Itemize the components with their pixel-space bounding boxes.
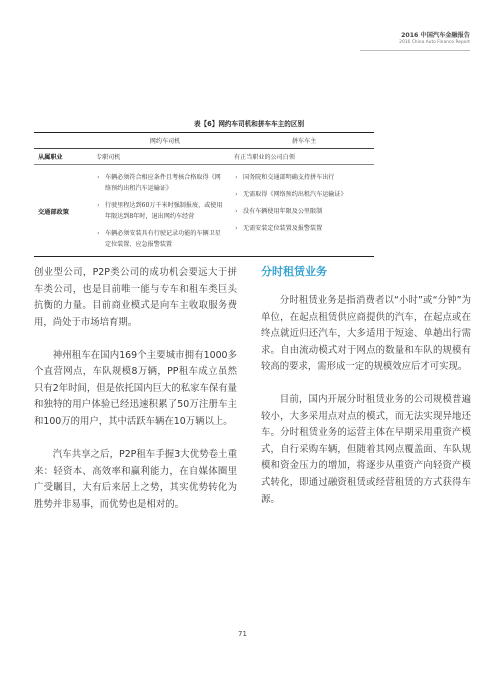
comparison-table [34,132,374,257]
report-subtitle: 2016 China Auto Finance Report [399,40,470,45]
body-paragraph: 目前，国内开展分时租赁业务的公司规模普遍较小，大多采用点对点的模式，而无法实现异地还车。分时租赁业务的运营主体在早期采用重资产模式，自行采购车辆，但随着其网点覆盖面、车队规模和资金压力的增加，将逐步从重资产向轻资产模式转化，即通过融资租赁或经营租赁的方式获得车源。 [261,394,471,505]
cell-carpool-policy [234,165,374,257]
list-item: › 无需安装定位装置及报警装置 [234,223,374,234]
table-row [34,149,374,165]
cell-driver-policy [96,165,234,257]
table-header-carpool: 拼车车主 [234,133,374,149]
list-item: › 车辆必须安装具有行驶记录功能的车辆卫星定位装置、应急报警装置 [96,228,226,250]
body-paragraph: 分时租赁业务是指消费者以“小时”或“分钟”为单位，在起点租赁供应商提供的汽车，在起点或在终点就近归还汽车，大多适用于短途、单趟出行需求。自由流动模式对于网点的数量和车队的规模有较高的要求，需形成一定的规模效应后才可实现。 [261,295,471,373]
cell-driver-occupation: 专职司机 [96,149,234,165]
cell-carpool-occupation: 有正当职业的公司白领 [234,149,374,165]
page-number: 71 [238,630,247,638]
list-item: › 国务院和交通部明确支持拼车出行 [234,172,374,183]
table-header-blank [34,133,96,149]
section-heading: 分时租赁业务 [261,265,327,278]
row-label-occupation: 从属职业 [34,149,96,165]
list-item: › 车辆必须符合相应条件且考核合格取得《网络预约出租汽车运输证》 [96,172,226,194]
table-header-row [34,133,374,149]
list-item: › 行驶里程达到60万千米时强制报废，或使用年限达到8年时，退出网约车经营 [96,200,226,222]
body-paragraph: 汽车共享之后，P2P租车手握3大优势卷土重来：轻资本、高效率和赢利能力，在自媒体圈里广受瞩目，大有后来居上之势，其实优势转化为胜势并非易事，而优势也是相对的。 [34,449,237,510]
left-column [34,265,237,530]
row-label-policy: 交通部政策 [34,165,96,257]
table-caption: 表【6】网约车司机和拼车车主的区别 [193,120,305,128]
report-title: 2016 中国汽车金融报告 [401,32,470,39]
body-paragraph: 神州租车在国内169个主要城市拥有1000多个直营网点，车队规模8万辆，PP租车成立虽然只有2年时间，但是依托国内巨大的私家车保有量和独特的用户体验已经迅速积累了50万注册车主和100万的用户，其中活跃车辆在10万辆以上。 [34,349,237,427]
right-column [261,265,471,525]
table-header-driver: 网约车司机 [96,133,234,149]
list-item: › 无需取得《网络预约出租汽车运输证》 [234,189,374,200]
header-divider [360,50,470,51]
list-item: › 没有车辆使用年限及公里限制 [234,206,374,217]
table-row [34,165,374,257]
body-paragraph: 创业型公司，P2P类公司的成功机会要远大于拼车类公司，也是目前唯一能与专车和租车类巨头抗衡的力量。目前商业模式是向车主收取服务费用，尚处于市场培育期。 [34,267,237,328]
